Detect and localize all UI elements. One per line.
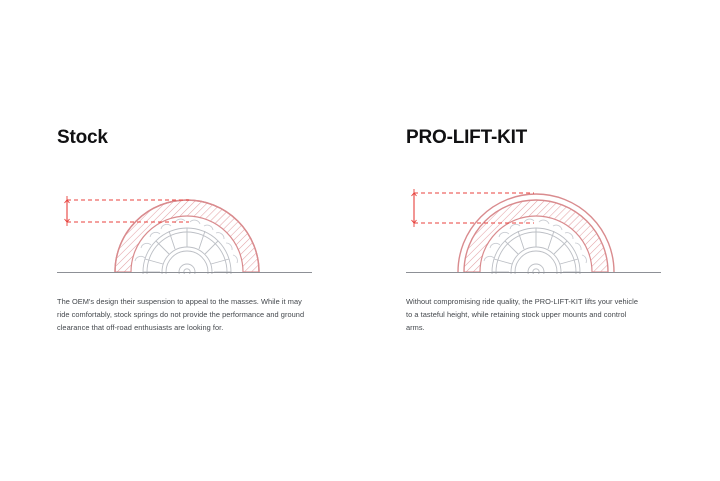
panel-stock-heading: Stock <box>57 127 108 148</box>
pro-lift-kit-suspension-diagram <box>406 169 661 274</box>
panel-pro-lift-kit-heading: PRO-LIFT-KIT <box>406 127 528 148</box>
panel-pro-lift-kit-caption: Without compromising ride quality, the PRO-LIFT-KIT lifts your vehicle to a tasteful height, while retaining stock upper mounts and control arms. <box>406 296 639 332</box>
wheel-rim <box>492 228 580 274</box>
wheel-rim <box>143 228 231 274</box>
stock-suspension-diagram <box>57 169 312 274</box>
panel-stock-caption: The OEM's design their suspension to appeal to the masses. While it may ride comfortably, stock springs do not provide the performance and ground clearance that off-road enthusiasts are looking for. <box>57 296 305 332</box>
